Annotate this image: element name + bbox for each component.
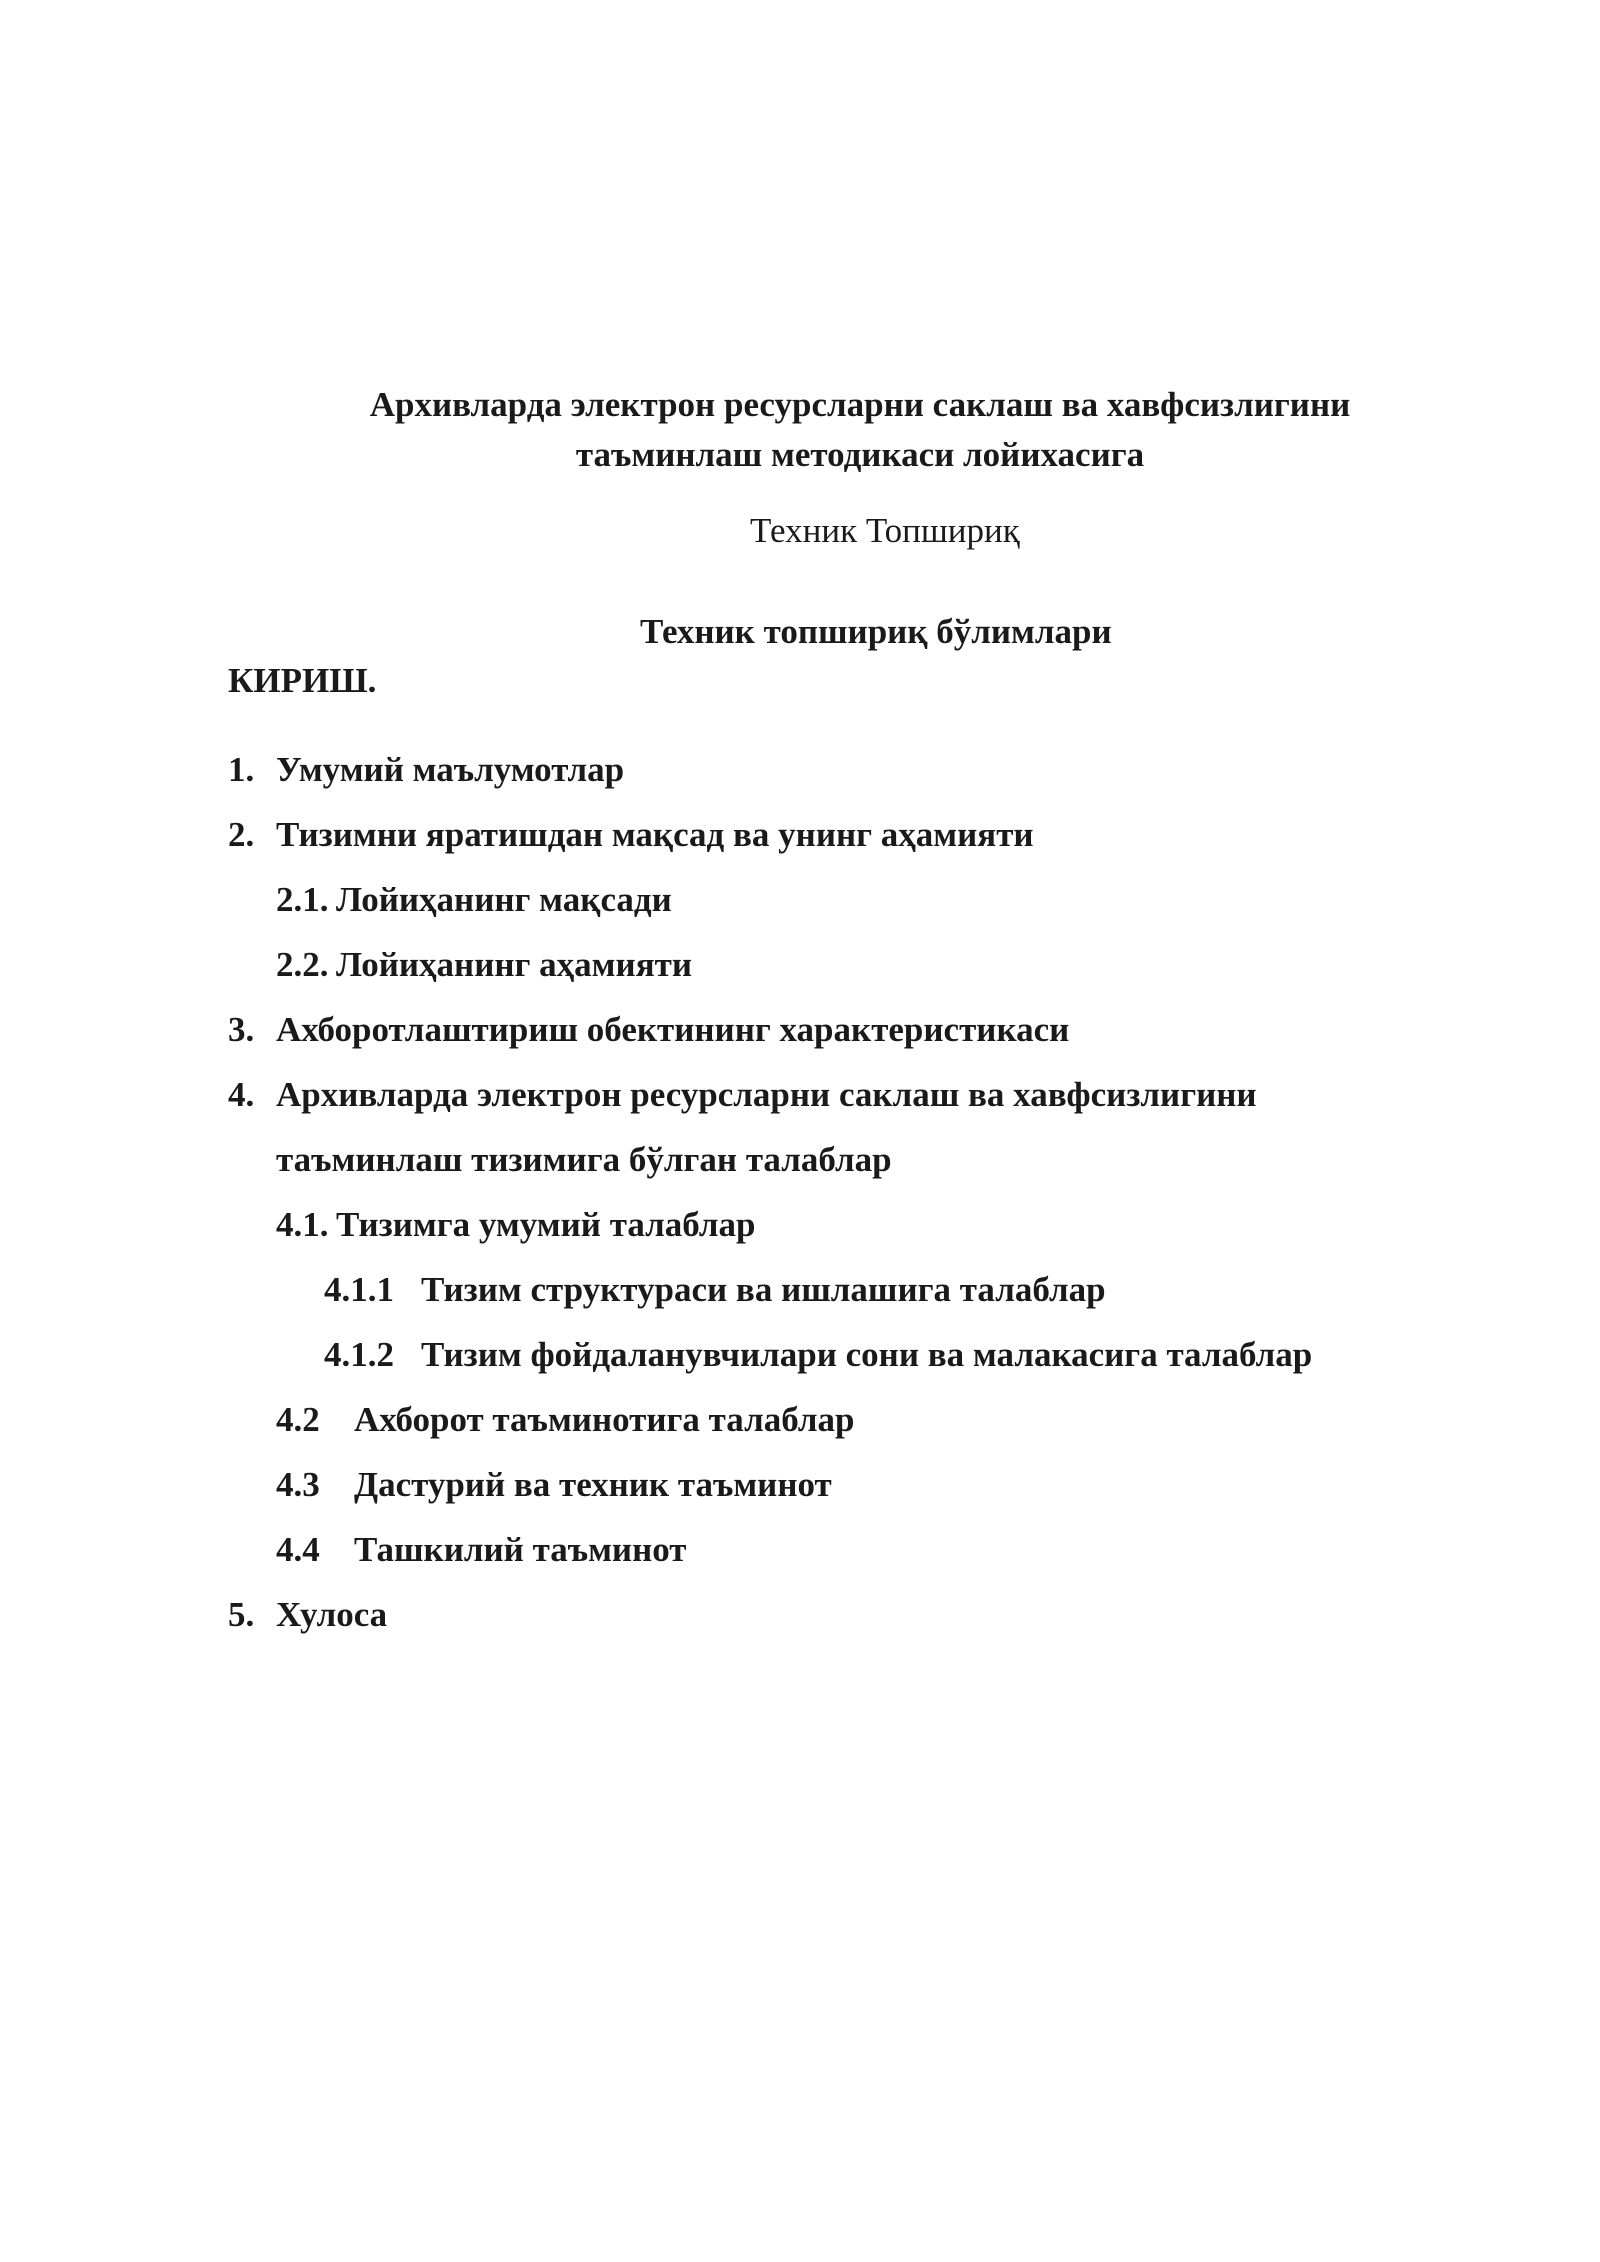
toc-number: 2.1. — [276, 880, 329, 919]
title-line-1: Архивларда электрон ресурсларни саклаш ва хавфсизлигини — [369, 385, 1351, 424]
toc-number: 4.1.2 — [324, 1335, 394, 1374]
document-subtitle: Техник Топшириқ — [750, 511, 1020, 550]
toc-number: 3. — [228, 1010, 255, 1049]
toc-number: 2. — [228, 815, 255, 854]
toc-number: 4.4 — [276, 1530, 320, 1569]
toc-item — [228, 1005, 1528, 1070]
title-line-2: таъминлаш методикаси лойихасига — [575, 435, 1145, 474]
toc-number: 1. — [228, 750, 255, 789]
toc-item-continuation — [228, 1135, 1528, 1200]
toc-text: Ахборотлаштириш обектининг характеристикаси — [276, 1010, 1070, 1049]
toc-number: 4. — [228, 1075, 255, 1114]
toc-text: Тизимни яратишдан мақсад ва унинг аҳамияти — [276, 815, 1034, 854]
toc-item — [228, 1265, 1528, 1330]
toc-number: 2.2. — [276, 945, 329, 984]
toc-text: Дастурий ва техник таъминот — [354, 1465, 832, 1504]
document-title — [330, 380, 1390, 480]
toc-item — [228, 1070, 1528, 1135]
toc-item — [228, 1590, 1528, 1655]
toc-text: Архивларда электрон ресурсларни саклаш ва хавфсизлигини — [276, 1075, 1257, 1114]
toc-item — [228, 1395, 1528, 1460]
toc-text: Тизимга умумий талаблар — [336, 1205, 756, 1244]
sections-heading: Техник топшириқ бўлимлари — [640, 612, 1112, 651]
toc-text: Умумий маълумотлар — [276, 750, 625, 789]
toc-text: Тизим фойдаланувчилари сони ва малакасига талаблар — [421, 1335, 1313, 1374]
toc-number: 4.1. — [276, 1205, 329, 1244]
toc-text: Ахборот таъминотига талаблар — [354, 1400, 855, 1439]
toc-text: Хулоса — [276, 1595, 388, 1634]
toc-item — [228, 1200, 1528, 1265]
toc-text: таъминлаш тизимига бўлган талаблар — [276, 1140, 892, 1179]
toc-item — [228, 810, 1528, 875]
toc-text: Ташкилий таъминот — [354, 1530, 687, 1569]
toc-text: Тизим структураси ва ишлашига талаблар — [421, 1270, 1106, 1309]
toc-number: 4.2 — [276, 1400, 320, 1439]
toc-item — [228, 875, 1528, 940]
toc-item — [228, 745, 1528, 810]
toc-item — [228, 940, 1528, 1005]
table-of-contents — [228, 745, 1528, 1655]
toc-text: Лойиҳанинг аҳамияти — [336, 945, 692, 984]
toc-number: 4.3 — [276, 1465, 320, 1504]
toc-item — [228, 1525, 1528, 1590]
toc-number: 4.1.1 — [324, 1270, 394, 1309]
toc-text: Лойиҳанинг мақсади — [336, 880, 672, 919]
toc-item — [228, 1330, 1528, 1395]
intro-heading: КИРИШ. — [228, 661, 377, 700]
toc-number: 5. — [228, 1595, 255, 1634]
toc-item — [228, 1460, 1528, 1525]
